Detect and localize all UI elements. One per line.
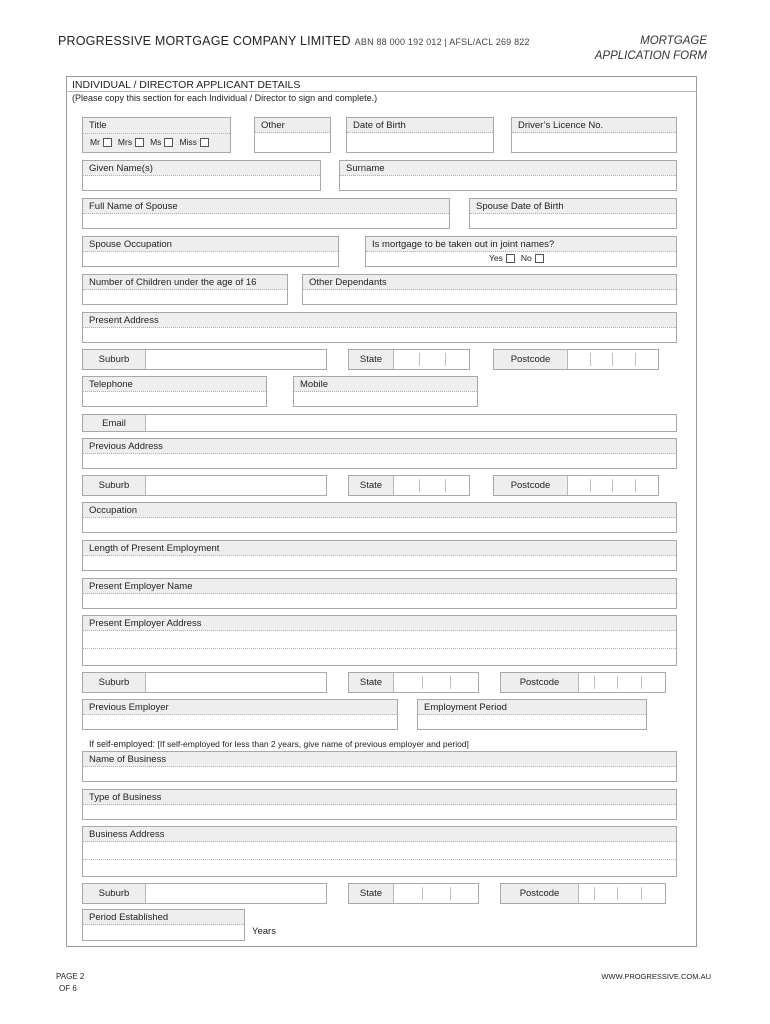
section-title: INDIVIDUAL / DIRECTOR APPLICANT DETAILS <box>72 79 301 91</box>
employer-address-label: Present Employer Address <box>83 616 676 631</box>
section-note: (Please copy this section for each Individual / Director to sign and complete.) <box>72 93 378 103</box>
company-registration: ABN 88 000 192 012 | AFSL/ACL 269 822 <box>354 37 530 47</box>
business-type-label: Type of Business <box>83 790 676 805</box>
business-postcode-field[interactable] <box>500 883 666 904</box>
postcode-label-3: Postcode <box>501 673 579 692</box>
present-suburb-field[interactable] <box>82 349 327 370</box>
postcode-label: Postcode <box>494 350 568 369</box>
children-label: Number of Children under the age of 16 <box>83 275 287 290</box>
other-dependants-field[interactable] <box>302 274 677 305</box>
employer-name-label: Present Employer Name <box>83 579 676 594</box>
previous-employer-field[interactable] <box>82 699 398 730</box>
previous-suburb-field[interactable] <box>82 475 327 496</box>
title-option-ms-label: Ms <box>150 137 162 147</box>
section-divider <box>66 91 697 92</box>
yes-checkbox[interactable] <box>506 254 515 263</box>
spouse-occupation-label: Spouse Occupation <box>83 237 338 252</box>
mrs-checkbox[interactable] <box>135 138 144 147</box>
previous-employer-label: Previous Employer <box>83 700 397 715</box>
email-label: Email <box>83 415 146 431</box>
self-employed-note <box>89 739 469 749</box>
occupation-field[interactable] <box>82 502 677 533</box>
spouse-dob-field[interactable] <box>469 198 677 229</box>
children-field[interactable] <box>82 274 288 305</box>
present-address-field[interactable] <box>82 312 677 343</box>
suburb-label-2: Suburb <box>83 476 146 495</box>
spouse-name-field[interactable] <box>82 198 450 229</box>
mobile-label: Mobile <box>294 377 477 392</box>
date-of-birth-label: Date of Birth <box>347 118 493 133</box>
employer-postcode-field[interactable] <box>500 672 666 693</box>
length-employment-label: Length of Present Employment <box>83 541 676 556</box>
email-field[interactable] <box>82 414 677 432</box>
period-established-label: Period Established <box>83 910 244 925</box>
employer-address-field[interactable] <box>82 615 677 666</box>
form-title-line-1: MORTGAGE <box>640 35 707 47</box>
website: WWW.PROGRESSIVE.COM.AU <box>601 972 711 981</box>
spouse-name-label: Full Name of Spouse <box>83 199 449 214</box>
business-address-label: Business Address <box>83 827 676 842</box>
surname-field[interactable] <box>339 160 677 191</box>
business-suburb-field[interactable] <box>82 883 327 904</box>
title-option-miss-label: Miss <box>179 137 197 147</box>
length-employment-field[interactable] <box>82 540 677 571</box>
state-label-3: State <box>349 673 394 692</box>
drivers-licence-field[interactable] <box>511 117 677 153</box>
title-field <box>82 117 231 153</box>
miss-checkbox[interactable] <box>200 138 209 147</box>
other-title-label: Other <box>255 118 330 133</box>
business-address-field[interactable] <box>82 826 677 877</box>
suburb-label: Suburb <box>83 350 146 369</box>
given-names-label: Given Name(s) <box>83 161 320 176</box>
state-label-4: State <box>349 884 394 903</box>
mr-checkbox[interactable] <box>103 138 112 147</box>
form-title-line-2: APPLICATION FORM <box>594 50 707 62</box>
telephone-label: Telephone <box>83 377 266 392</box>
years-label: Years <box>252 926 276 937</box>
mobile-field[interactable] <box>293 376 478 407</box>
joint-names-options <box>489 253 550 263</box>
no-label: No <box>520 253 532 263</box>
suburb-label-4: Suburb <box>83 884 146 903</box>
previous-address-label: Previous Address <box>83 439 676 454</box>
self-employed-instructions: [If self-employed for less than 2 years, give name of previous employer and period] <box>157 739 469 749</box>
previous-state-field[interactable] <box>348 475 470 496</box>
previous-postcode-field[interactable] <box>493 475 659 496</box>
postcode-label-4: Postcode <box>501 884 579 903</box>
present-postcode-field[interactable] <box>493 349 659 370</box>
present-address-label: Present Address <box>83 313 676 328</box>
other-title-field[interactable] <box>254 117 331 153</box>
company-name-text: PROGRESSIVE MORTGAGE COMPANY LIMITED <box>58 34 351 48</box>
employment-period-field[interactable] <box>417 699 647 730</box>
state-label: State <box>349 350 394 369</box>
employment-period-label: Employment Period <box>418 700 646 715</box>
employer-name-field[interactable] <box>82 578 677 609</box>
no-checkbox[interactable] <box>535 254 544 263</box>
previous-address-field[interactable] <box>82 438 677 469</box>
occupation-label: Occupation <box>83 503 676 518</box>
business-state-field[interactable] <box>348 883 479 904</box>
surname-label: Surname <box>340 161 676 176</box>
other-dependants-label: Other Dependants <box>303 275 676 290</box>
title-option-mrs-label: Mrs <box>117 137 133 147</box>
period-established-field[interactable] <box>82 909 245 941</box>
title-label: Title <box>83 118 230 152</box>
telephone-field[interactable] <box>82 376 267 407</box>
business-name-label: Name of Business <box>83 752 676 767</box>
joint-names-label: Is mortgage to be taken out in joint names? <box>366 237 676 252</box>
title-options <box>90 137 215 147</box>
postcode-label-2: Postcode <box>494 476 568 495</box>
spouse-occupation-field[interactable] <box>82 236 339 267</box>
present-state-field[interactable] <box>348 349 470 370</box>
form-title <box>595 34 707 64</box>
drivers-licence-label: Driver’s Licence No. <box>512 118 676 133</box>
ms-checkbox[interactable] <box>164 138 173 147</box>
self-employed-label: If self-employed: <box>89 739 156 749</box>
state-label-2: State <box>349 476 394 495</box>
business-type-field[interactable] <box>82 789 677 820</box>
employer-state-field[interactable] <box>348 672 479 693</box>
title-option-mr-label: Mr <box>90 137 100 147</box>
suburb-label-3: Suburb <box>83 673 146 692</box>
page-number-current: PAGE 2 <box>56 972 85 981</box>
page-number-total: OF 6 <box>59 984 77 993</box>
page-number <box>56 971 84 995</box>
given-names-field[interactable] <box>82 160 321 191</box>
date-of-birth-field[interactable] <box>346 117 494 153</box>
yes-label: Yes <box>489 253 503 263</box>
employer-suburb-field[interactable] <box>82 672 327 693</box>
business-name-field[interactable] <box>82 751 677 782</box>
spouse-dob-label: Spouse Date of Birth <box>470 199 676 214</box>
company-name <box>58 34 530 48</box>
